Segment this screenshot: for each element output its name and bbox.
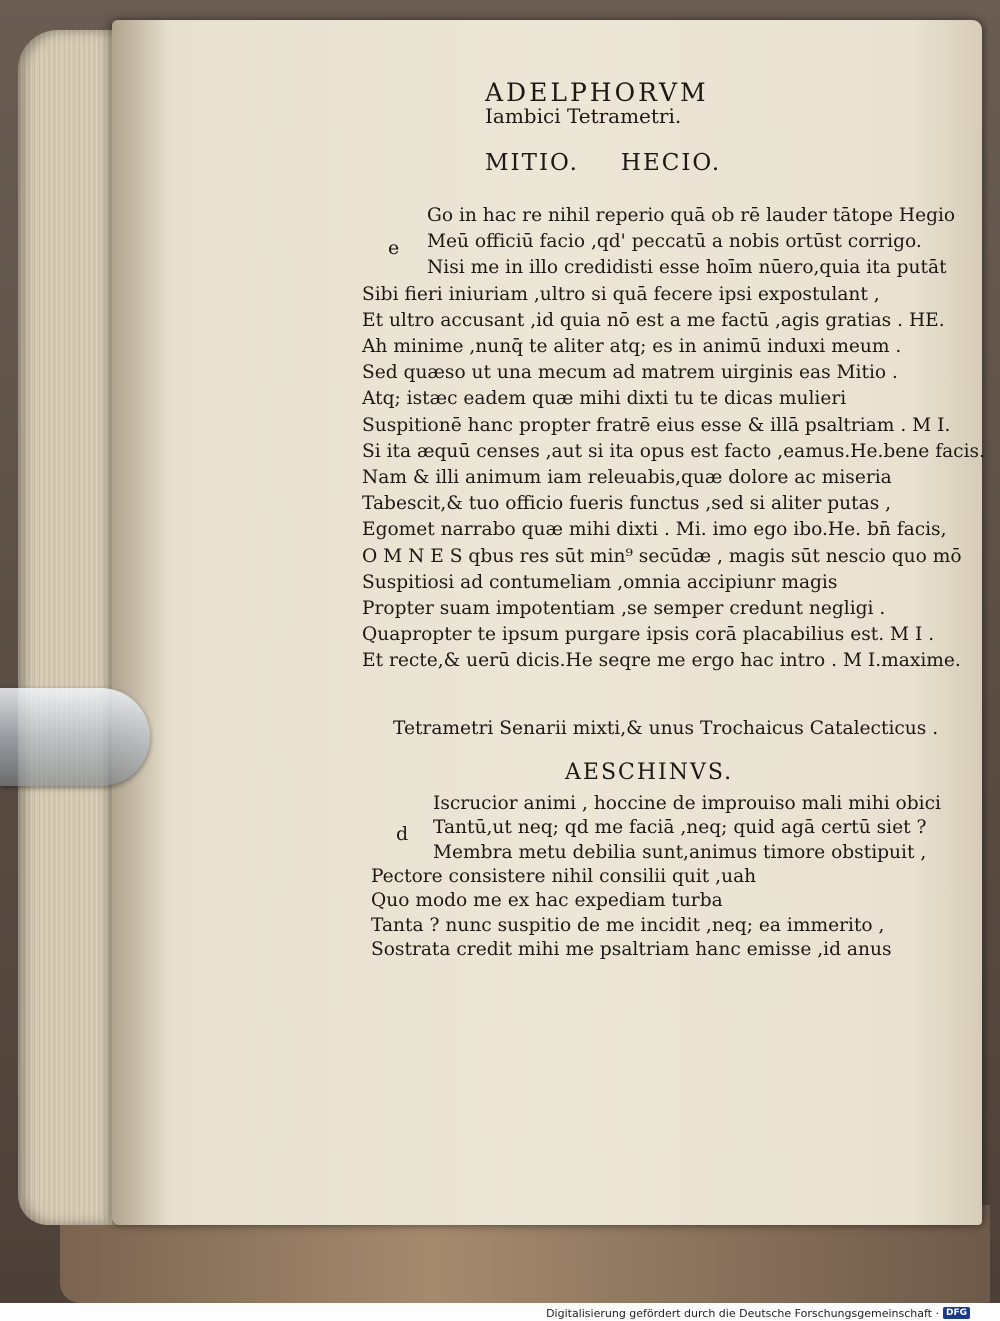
- speaker-hecio: HECIO.: [620, 150, 722, 176]
- speaker-mitio: MITIO.: [485, 150, 579, 176]
- verse-line: Go in hac re nihil reperio quā ob rē lauder tātope Hegio: [427, 205, 956, 226]
- verse-line: Quo modo me ex hac expediam turba: [371, 890, 723, 912]
- verse-line: Nisi me in illo credidisti esse hoīm nūero,quia ita putāt: [427, 257, 947, 279]
- marginal-letter: e: [388, 237, 400, 260]
- verse-line: Atq; istæc eadem quæ mihi dixti tu te dicas mulieri: [362, 388, 847, 410]
- verse-line: Tantū,ut neq; qd me faciā ,neq; quid agā certū siet ?: [433, 817, 927, 839]
- verse-line: Meū officiū facio ,qd' peccatū a nobis ortūst corrigo.: [427, 231, 922, 253]
- verse-line: Propter suam impotentiam ,se semper credunt negligi .: [362, 598, 886, 619]
- speaker-heading-1: [485, 150, 721, 176]
- verse-line: Si ita æquū censes ,aut si ita opus est facto ,eamus.He.bene facis.: [362, 440, 985, 462]
- verse-line: Nam & illi animum iam releuabis,quæ dolore ac miseria: [362, 467, 892, 488]
- speaker-heading-2: AESCHINVS.: [565, 760, 734, 785]
- meter-subhead: Iambici Tetrametri.: [485, 104, 682, 128]
- book-page: [112, 20, 982, 1225]
- verse-line: Ah minime ,nunq̄ te aliter atq; es in animū induxi meum .: [362, 336, 902, 357]
- marginal-letter: d: [396, 823, 409, 846]
- verse-line: Membra metu debilia sunt,animus timore obstipuit ,: [433, 841, 927, 863]
- verse-line: Quapropter te ipsum purgare ipsis corā placabilius est. M I .: [362, 624, 935, 646]
- meter-note: Tetrametri Senarii mixti,& unus Trochaicus Catalecticus .: [393, 718, 939, 739]
- verse-line: Et ultro accusant ,id quia nō est a me factū ,agis gratias . HE.: [362, 309, 945, 331]
- verse-line: Tanta ? nunc suspitio de me incidit ,neq; ea immerito ,: [371, 914, 885, 936]
- verse-line: O M N E S qbus res sūt min⁹ secūdæ , magis sūt nescio quo mō: [362, 545, 962, 567]
- footer-credit: [546, 1305, 970, 1321]
- verse-line: Iscrucior animi , hoccine de improuiso mali mihi obici: [433, 793, 941, 814]
- verse-line: Suspitiosi ad contumeliam ,omnia accipiunr magis: [362, 571, 838, 593]
- verse-line: Tabescit,& tuo officio fueris functus ,sed si aliter putas ,: [362, 493, 892, 515]
- verse-line: Pectore consistere nihil consilii quit ,uah: [371, 865, 757, 887]
- page-holder-clip: [0, 688, 150, 786]
- verse-line: Egomet narrabo quæ mihi dixti . Mi. imo ego ibo.He. bn̄ facis,: [362, 519, 947, 541]
- running-head: ADELPHORVM: [485, 78, 709, 107]
- verse-line: Et recte,& uerū dicis.He seqre me ergo hac intro . M I.maxime.: [362, 650, 961, 672]
- verse-line: Sostrata credit mihi me psaltriam hanc emisse ,id anus: [371, 938, 892, 960]
- dfg-logo: DFG: [943, 1307, 970, 1319]
- verse-line: Sed quæso ut una mecum ad matrem uirginis eas Mitio .: [362, 362, 898, 384]
- footer-text: Digitalisierung gefördert durch die Deutsche Forschungsgemeinschaft ·: [546, 1306, 939, 1320]
- verse-line: Suspitionē hanc propter fratrē eius esse & illā psaltriam . M I.: [362, 414, 951, 436]
- gutter-shadow: [112, 20, 172, 1225]
- verse-line: Sibi fieri iniuriam ,ultro si quā fecere ipsi expostulant ,: [362, 283, 880, 305]
